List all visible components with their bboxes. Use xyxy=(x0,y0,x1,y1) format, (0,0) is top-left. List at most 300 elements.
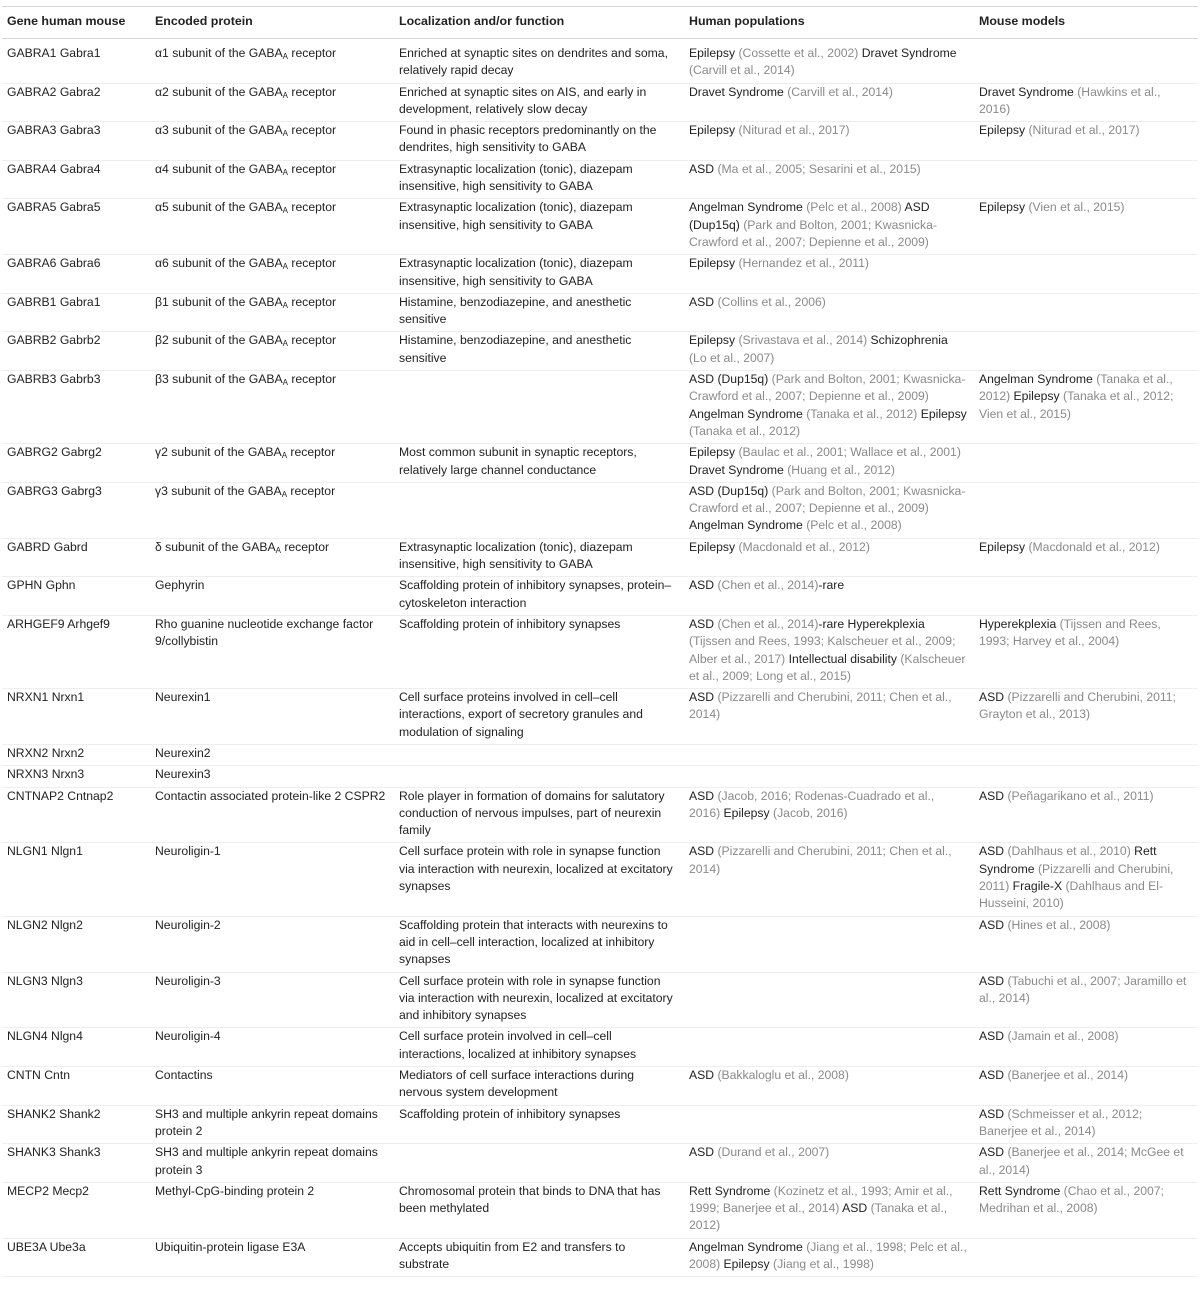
phenotype: Angelman Syndrome xyxy=(689,406,807,421)
citation: (Vien et al., 2015) xyxy=(1028,200,1125,215)
protein-text: Rho guanine nucleotide exchange factor 9/collybistin xyxy=(155,616,374,649)
cell-human xyxy=(684,538,974,577)
table-row xyxy=(2,538,1198,577)
cell-mouse xyxy=(974,255,1198,294)
phenotype: ASD xyxy=(979,1106,1008,1121)
cell-human xyxy=(684,577,974,616)
table-row xyxy=(2,843,1198,916)
phenotype: -rare xyxy=(818,578,845,593)
citation: (Pizzarelli and Cherubini, 2011; Chen et al., 2014) xyxy=(689,844,952,876)
protein-subscript: A xyxy=(282,90,288,100)
citation: (Jacob, 2016) xyxy=(773,805,848,820)
cell-gene: NRXN1 Nrxn1 xyxy=(2,689,150,745)
protein-subscript: A xyxy=(281,489,288,499)
protein-text-suffix: receptor xyxy=(287,294,337,309)
cell-gene: ARHGEF9 Arhgef9 xyxy=(2,615,150,688)
cell-mouse xyxy=(974,689,1198,745)
cell-function: Role player in formation of domains for salutatory conduction of nervous impulses, part of neurexin family xyxy=(394,787,684,843)
cell-mouse xyxy=(974,160,1198,199)
phenotype: ASD xyxy=(979,844,1008,859)
phenotype: ASD xyxy=(689,844,718,859)
table-header xyxy=(2,7,1198,39)
header-function: Localization and/or function xyxy=(394,7,684,39)
cell-human xyxy=(684,787,974,843)
cell-mouse xyxy=(974,83,1198,122)
citation: (Kozinetz et al., 1993; Amir et al., 1999; Banerjee et al., 2014) xyxy=(689,1183,953,1216)
phenotype: Intellectual disability xyxy=(785,651,901,666)
phenotype: ASD xyxy=(979,1029,1008,1044)
phenotype: Angelman Syndrome xyxy=(979,372,1097,387)
citation: (Cossette et al., 2002) xyxy=(738,46,859,60)
citation: (Pelc et al., 2008) xyxy=(806,518,902,533)
protein-subscript: A xyxy=(275,545,281,555)
cell-human xyxy=(684,744,974,765)
protein-text: δ subunit of the GABA xyxy=(155,539,276,554)
protein-subscript: A xyxy=(282,167,288,177)
citation: (Macdonald et al., 2012) xyxy=(1028,539,1160,554)
phenotype: Dravet Syndrome xyxy=(979,84,1078,99)
cell-mouse xyxy=(974,444,1198,483)
protein-text: Neurexin3 xyxy=(155,767,211,782)
cell-human xyxy=(684,83,974,122)
phenotype: ASD (Dup15q) xyxy=(689,200,930,232)
citation: (Tabuchi et al., 2007; Jaramillo et al., 2014) xyxy=(979,973,1187,1005)
phenotype: Epilepsy xyxy=(689,333,739,348)
cell-protein xyxy=(150,83,394,122)
cell-gene: GABRB3 Gabrb3 xyxy=(2,371,150,444)
cell-mouse xyxy=(974,615,1198,688)
header-protein: Encoded protein xyxy=(150,7,394,39)
cell-mouse xyxy=(974,1067,1198,1106)
phenotype: Epilepsy xyxy=(689,445,739,460)
phenotype: Hyperekplexia xyxy=(979,616,1060,631)
cell-human xyxy=(684,482,974,538)
citation: (Tanaka et al., 2012; Vien et al., 2015) xyxy=(979,389,1174,421)
cell-function: Scaffolding protein of inhibitory synapses xyxy=(394,615,684,688)
phenotype: ASD xyxy=(689,1145,718,1160)
table-row xyxy=(2,972,1198,1028)
phenotype: ASD (Dup15q) xyxy=(689,483,772,498)
cell-gene: NRXN3 Nrxn3 xyxy=(2,766,150,787)
cell-mouse xyxy=(974,1182,1198,1238)
protein-text: Methyl-CpG-binding protein 2 xyxy=(155,1183,315,1198)
cell-function: Most common subunit in synaptic receptors, relatively large channel conductance xyxy=(394,444,684,483)
cell-function: Chromosomal protein that binds to DNA that has been methylated xyxy=(394,1182,684,1238)
citation: (Schmeisser et al., 2012; Banerjee et al., 2014) xyxy=(979,1106,1143,1138)
cell-human xyxy=(684,199,974,255)
table-row xyxy=(2,744,1198,765)
protein-text: SH3 and multiple ankyrin repeat domains protein 2 xyxy=(155,1106,378,1138)
protein-text: α5 subunit of the GABA xyxy=(155,200,283,215)
protein-text: β2 subunit of the GABA xyxy=(155,333,283,348)
citation: (Chen et al., 2014) xyxy=(717,578,819,593)
protein-text: Contactin associated protein-like 2 CSPR2 xyxy=(155,788,386,803)
cell-protein xyxy=(150,1028,394,1067)
protein-text-suffix: receptor xyxy=(288,84,337,99)
cell-function xyxy=(394,482,684,538)
citation: (Peñagarikano et al., 2011) xyxy=(1007,788,1154,803)
cell-gene: GABRA3 Gabra3 xyxy=(2,122,150,161)
table-row xyxy=(2,255,1198,294)
citation: (Carvill et al., 2014) xyxy=(787,84,893,99)
table-row xyxy=(2,371,1198,444)
phenotype: Rett Syndrome xyxy=(979,1183,1064,1198)
cell-mouse xyxy=(974,916,1198,972)
cell-gene: GABRA2 Gabra2 xyxy=(2,83,150,122)
cell-gene: GABRD Gabrd xyxy=(2,538,150,577)
citation: (Tanaka et al., 2012) xyxy=(689,423,801,438)
phenotype: Angelman Syndrome xyxy=(689,200,807,215)
table-row xyxy=(2,332,1198,371)
cell-human xyxy=(684,122,974,161)
cell-gene: GABRB2 Gabrb2 xyxy=(2,332,150,371)
table-row xyxy=(2,787,1198,843)
cell-protein xyxy=(150,371,394,444)
cell-human xyxy=(684,1067,974,1106)
protein-text-suffix: receptor xyxy=(288,256,337,271)
citation: (Hernandez et al., 2011) xyxy=(738,256,869,271)
phenotype: ASD xyxy=(979,917,1008,932)
table-row xyxy=(2,1144,1198,1183)
cell-function xyxy=(394,371,684,444)
protein-text: γ2 subunit of the GABA xyxy=(155,445,282,460)
cell-function: Extrasynaptic localization (tonic), diazepam insensitive, high sensitivity to GABA xyxy=(394,160,684,199)
phenotype: ASD xyxy=(979,1068,1008,1083)
citation: (Tijssen and Rees, 1993; Harvey et al., 2004) xyxy=(979,616,1161,649)
cell-protein xyxy=(150,766,394,787)
cell-function: Histamine, benzodiazepine, and anesthetic sensitive xyxy=(394,293,684,332)
cell-protein xyxy=(150,199,394,255)
citation: (Pizzarelli and Cherubini, 2011; Chen et al., 2014) xyxy=(689,690,952,722)
cell-mouse xyxy=(974,972,1198,1028)
citation: (Tanaka et al., 2012) xyxy=(979,372,1173,404)
cell-protein xyxy=(150,332,394,371)
protein-text: Neuroligin-4 xyxy=(155,1029,221,1044)
table-row xyxy=(2,1028,1198,1067)
citation: (Durand et al., 2007) xyxy=(717,1145,830,1160)
cell-gene: GABRG2 Gabrg2 xyxy=(2,444,150,483)
cell-protein xyxy=(150,1105,394,1144)
cell-mouse xyxy=(974,577,1198,616)
cell-gene: CNTNAP2 Cntnap2 xyxy=(2,787,150,843)
cell-human xyxy=(684,689,974,745)
cell-gene: CNTN Cntn xyxy=(2,1067,150,1106)
cell-function xyxy=(394,766,684,787)
cell-human xyxy=(684,615,974,688)
table-row xyxy=(2,766,1198,787)
citation: (Tijssen and Rees, 1993; Kalscheuer et al., 2009; Alber et al., 2017) xyxy=(689,634,956,666)
citation: (Banerjee et al., 2014) xyxy=(1007,1068,1129,1083)
protein-text-suffix: receptor xyxy=(287,445,336,460)
cell-gene: GABRA1 Gabra1 xyxy=(2,39,150,84)
cell-human xyxy=(684,444,974,483)
citation: (Carvill et al., 2014) xyxy=(689,63,795,78)
phenotype: Dravet Syndrome xyxy=(689,84,788,99)
gene-table xyxy=(2,6,1198,1277)
cell-mouse xyxy=(974,371,1198,444)
protein-text: Neuroligin-3 xyxy=(155,973,221,988)
cell-gene: GABRB1 Gabra1 xyxy=(2,293,150,332)
phenotype: Epilepsy xyxy=(689,539,739,554)
table-row xyxy=(2,122,1198,161)
citation: (Collins et al., 2006) xyxy=(717,294,826,309)
cell-mouse xyxy=(974,766,1198,787)
cell-protein xyxy=(150,1238,394,1277)
cell-protein xyxy=(150,916,394,972)
table-row xyxy=(2,293,1198,332)
cell-protein xyxy=(150,122,394,161)
phenotype: ASD xyxy=(979,1145,1008,1160)
phenotype: ASD xyxy=(979,973,1008,988)
citation: (Tanaka et al., 2012) xyxy=(806,406,918,421)
cell-gene: NLGN4 Nlgn4 xyxy=(2,1028,150,1067)
cell-gene: GPHN Gphn xyxy=(2,577,150,616)
phenotype: ASD xyxy=(689,690,718,705)
table-row xyxy=(2,1067,1198,1106)
cell-function: Extrasynaptic localization (tonic), diazepam insensitive, high sensitivity to GABA xyxy=(394,538,684,577)
cell-protein xyxy=(150,577,394,616)
cell-gene: GABRA6 Gabra6 xyxy=(2,255,150,294)
protein-text: α2 subunit of the GABA xyxy=(155,84,283,99)
citation: (Jiang et al., 1998; Pelc et al., 2008) xyxy=(689,1239,967,1271)
cell-mouse xyxy=(974,39,1198,84)
protein-text: Neurexin2 xyxy=(155,745,211,760)
table-row xyxy=(2,1182,1198,1238)
citation: (Chao et al., 2007; Medrihan et al., 2008) xyxy=(979,1183,1164,1216)
citation: (Bakkaloglu et al., 2008) xyxy=(717,1068,849,1083)
protein-text-suffix: receptor xyxy=(288,123,337,138)
citation: (Niturad et al., 2017) xyxy=(738,123,850,138)
table-row xyxy=(2,39,1198,84)
phenotype: Epilepsy xyxy=(979,539,1029,554)
phenotype: Epilepsy xyxy=(979,123,1029,138)
cell-gene: SHANK2 Shank2 xyxy=(2,1105,150,1144)
cell-protein xyxy=(150,538,394,577)
phenotype: ASD xyxy=(979,788,1008,803)
citation: (Jacob, 2016; Rodenas-Cuadrado et al., 2016) xyxy=(689,788,935,820)
citation: (Dahlhaus et al., 2010) xyxy=(1007,844,1131,859)
cell-function: Scaffolding protein of inhibitory synapses, protein–cytoskeleton interaction xyxy=(394,577,684,616)
cell-protein xyxy=(150,615,394,688)
citation: (Srivastava et al., 2014) xyxy=(738,333,868,348)
protein-text-suffix: receptor xyxy=(288,200,337,215)
cell-protein xyxy=(150,744,394,765)
phenotype: Epilepsy xyxy=(689,256,739,271)
header-gene: Gene human mouse xyxy=(2,7,150,39)
cell-protein xyxy=(150,482,394,538)
cell-human xyxy=(684,1028,974,1067)
cell-human xyxy=(684,1238,974,1277)
protein-subscript: A xyxy=(282,129,288,139)
cell-human xyxy=(684,1144,974,1183)
cell-protein xyxy=(150,255,394,294)
phenotype: Fragile-X xyxy=(1009,879,1066,894)
protein-text: α4 subunit of the GABA xyxy=(155,161,283,176)
phenotype: Epilepsy xyxy=(979,200,1029,215)
cell-human xyxy=(684,1182,974,1238)
table-row xyxy=(2,689,1198,745)
table-row xyxy=(2,199,1198,255)
citation: (Banerjee et al., 2014; McGee et al., 2014) xyxy=(979,1145,1184,1177)
cell-function xyxy=(394,1144,684,1183)
phenotype: Epilepsy xyxy=(1010,389,1064,404)
cell-protein xyxy=(150,293,394,332)
cell-gene: GABRA5 Gabra5 xyxy=(2,199,150,255)
protein-text-suffix: receptor xyxy=(287,333,337,348)
protein-text: Contactins xyxy=(155,1068,213,1083)
phenotype: ASD xyxy=(979,690,1008,705)
phenotype: Angelman Syndrome xyxy=(689,518,807,533)
cell-protein xyxy=(150,39,394,84)
phenotype: Epilepsy xyxy=(720,1257,774,1271)
citation: (Pizzarelli and Cherubini, 2011; Grayton et al., 2013) xyxy=(979,690,1176,722)
cell-human xyxy=(684,160,974,199)
citation: (Park and Bolton, 2001; Kwasnicka-Crawford et al., 2007; Depienne et al., 2009) xyxy=(689,483,966,516)
phenotype: Rett Syndrome xyxy=(689,1183,774,1198)
protein-text: α3 subunit of the GABA xyxy=(155,123,283,138)
cell-mouse xyxy=(974,843,1198,916)
cell-protein xyxy=(150,972,394,1028)
phenotype: ASD xyxy=(689,1068,718,1083)
cell-protein xyxy=(150,1067,394,1106)
cell-gene: SHANK3 Shank3 xyxy=(2,1144,150,1183)
table-row xyxy=(2,444,1198,483)
table-row xyxy=(2,482,1198,538)
citation: (Lo et al., 2007) xyxy=(689,350,775,365)
protein-text: SH3 and multiple ankyrin repeat domains protein 3 xyxy=(155,1145,378,1177)
cell-mouse xyxy=(974,1105,1198,1144)
protein-subscript: A xyxy=(282,262,288,272)
cell-function: Scaffolding protein of inhibitory synapses xyxy=(394,1105,684,1144)
cell-mouse xyxy=(974,293,1198,332)
phenotype: ASD xyxy=(689,616,718,631)
citation: (Kalscheuer et al., 2009; Long et al., 2015) xyxy=(689,651,966,683)
phenotype: Angelman Syndrome xyxy=(689,1239,807,1254)
citation: (Chen et al., 2014) xyxy=(717,616,819,631)
citation: (Niturad et al., 2017) xyxy=(1028,123,1140,138)
protein-text: α1 subunit of the GABA xyxy=(155,46,283,60)
cell-gene: NLGN3 Nlgn3 xyxy=(2,972,150,1028)
cell-function: Extrasynaptic localization (tonic), diazepam insensitive, high sensitivity to GABA xyxy=(394,255,684,294)
cell-mouse xyxy=(974,199,1198,255)
citation: (Hawkins et al., 2016) xyxy=(979,84,1161,116)
protein-text-suffix: receptor xyxy=(288,46,337,60)
cell-function: Cell surface protein with role in synapse function via interaction with neurexin, localized at excitatory and inhibitory synapses xyxy=(394,972,684,1028)
citation: (Pizzarelli and Cherubini, 2011) xyxy=(979,861,1174,894)
cell-human xyxy=(684,39,974,84)
cell-mouse xyxy=(974,122,1198,161)
phenotype: ASD xyxy=(689,161,718,176)
header-human: Human populations xyxy=(684,7,974,39)
cell-function: Enriched at synaptic sites on dendrites and soma, relatively rapid decay xyxy=(394,39,684,84)
citation: (Tanaka et al., 2012) xyxy=(689,1201,948,1233)
protein-subscript: A xyxy=(281,451,288,461)
cell-function: Accepts ubiquitin from E2 and transfers to substrate xyxy=(394,1238,684,1277)
citation: (Hines et al., 2008) xyxy=(1007,917,1111,932)
protein-text: Neurexin1 xyxy=(155,690,211,705)
citation: (Park and Bolton, 2001; Kwasnicka-Crawford et al., 2007; Depienne et al., 2009) xyxy=(689,372,966,404)
phenotype: Schizophrenia xyxy=(867,333,948,348)
phenotype: -rare Hyperekplexia xyxy=(818,616,925,631)
cell-gene: NLGN1 Nlgn1 xyxy=(2,843,150,916)
cell-human xyxy=(684,293,974,332)
cell-function: Scaffolding protein that interacts with neurexins to aid in cell–cell interaction, localized at inhibitory synapses xyxy=(394,916,684,972)
citation: (Huang et al., 2012) xyxy=(787,462,895,477)
cell-protein xyxy=(150,444,394,483)
phenotype: Epilepsy xyxy=(689,46,739,60)
citation: (Jiang et al., 1998) xyxy=(773,1257,874,1271)
cell-gene: UBE3A Ube3a xyxy=(2,1238,150,1277)
table-row xyxy=(2,83,1198,122)
cell-function: Found in phasic receptors predominantly on the dendrites, high sensitivity to GABA xyxy=(394,122,684,161)
cell-gene: GABRG3 Gabrg3 xyxy=(2,482,150,538)
cell-function: Mediators of cell surface interactions during nervous system development xyxy=(394,1067,684,1106)
cell-function: Cell surface protein with role in synapse function via interaction with neurexin, localized at excitatory synapses xyxy=(394,843,684,916)
cell-mouse xyxy=(974,1028,1198,1067)
cell-protein xyxy=(150,160,394,199)
citation: (Pelc et al., 2008) xyxy=(806,200,902,215)
protein-text: Neuroligin-2 xyxy=(155,917,221,932)
protein-text-suffix: receptor xyxy=(280,539,330,554)
citation: (Dahlhaus and El-Husseini, 2010) xyxy=(979,879,1164,911)
cell-protein xyxy=(150,1182,394,1238)
cell-human xyxy=(684,766,974,787)
protein-text-suffix: receptor xyxy=(287,372,337,387)
cell-mouse xyxy=(974,1144,1198,1183)
phenotype: ASD (Dup15q) xyxy=(689,372,772,387)
table-row xyxy=(2,160,1198,199)
cell-human xyxy=(684,916,974,972)
cell-mouse xyxy=(974,332,1198,371)
cell-mouse xyxy=(974,482,1198,538)
citation: (Macdonald et al., 2012) xyxy=(738,539,870,554)
cell-human xyxy=(684,1105,974,1144)
phenotype: Epilepsy xyxy=(917,406,967,421)
cell-human xyxy=(684,972,974,1028)
phenotype: Epilepsy xyxy=(720,805,774,820)
table-row xyxy=(2,577,1198,616)
cell-protein xyxy=(150,787,394,843)
cell-function: Histamine, benzodiazepine, and anesthetic sensitive xyxy=(394,332,684,371)
phenotype: ASD xyxy=(689,578,718,593)
table-row xyxy=(2,615,1198,688)
phenotype: Rett Syndrome xyxy=(979,844,1157,876)
protein-text-suffix: receptor xyxy=(287,483,336,498)
protein-text-suffix: receptor xyxy=(288,161,337,176)
protein-text: α6 subunit of the GABA xyxy=(155,256,283,271)
cell-protein xyxy=(150,843,394,916)
cell-function xyxy=(394,744,684,765)
cell-protein xyxy=(150,689,394,745)
protein-text: γ3 subunit of the GABA xyxy=(155,483,282,498)
cell-function: Enriched at synaptic sites on AIS, and early in development, relatively slow decay xyxy=(394,83,684,122)
protein-subscript: A xyxy=(282,378,288,388)
protein-subscript: A xyxy=(282,339,288,349)
table-row xyxy=(2,1105,1198,1144)
protein-text: β1 subunit of the GABA xyxy=(155,294,283,309)
cell-mouse xyxy=(974,787,1198,843)
citation: (Ma et al., 2005; Sesarini et al., 2015) xyxy=(717,161,921,176)
citation: (Park and Bolton, 2001; Kwasnicka-Crawford et al., 2007; Depienne et al., 2009) xyxy=(689,217,937,249)
phenotype: Dravet Syndrome xyxy=(689,462,788,477)
protein-subscript: A xyxy=(282,206,288,216)
header-mouse: Mouse models xyxy=(974,7,1198,39)
protein-text: β3 subunit of the GABA xyxy=(155,372,283,387)
table-row xyxy=(2,1238,1198,1277)
citation: (Jamain et al., 2008) xyxy=(1007,1029,1119,1044)
cell-gene: NRXN2 Nrxn2 xyxy=(2,744,150,765)
protein-subscript: A xyxy=(282,52,288,61)
